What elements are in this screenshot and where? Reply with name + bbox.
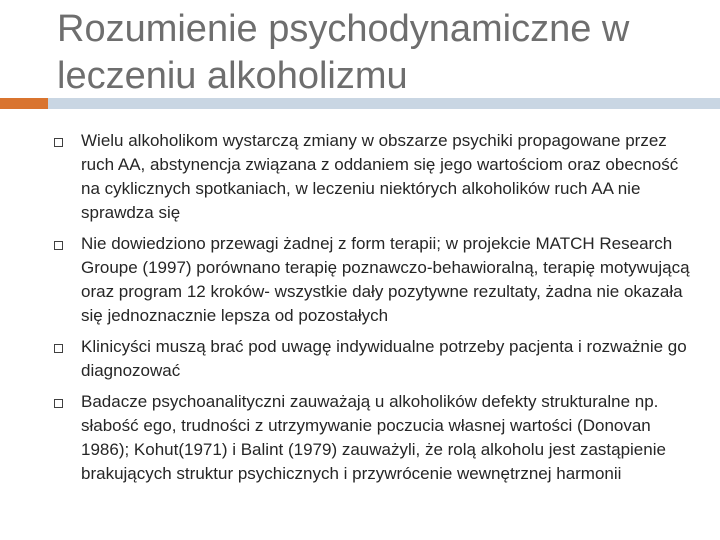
hollow-square-icon — [54, 241, 63, 250]
title-accent-bar — [0, 98, 48, 109]
bullet-text: Badacze psychoanalityczni zauważają u alkoholików defekty strukturalne np. słabość ego, trudności z utrzymywanie poczucia własnej wartości (Donovan 1986); Kohut(1971) i Balint (1979) zauważyli, że rolą alkoholu jest zastąpienie brakujących struktur psychicznych i przywrócenie wewnętrznej harmonii — [81, 392, 666, 483]
bullet-item — [50, 129, 690, 225]
bullet-text: Wielu alkoholikom wystarczą zmiany w obszarze psychiki propagowane przez ruch AA, abstynencja związana z oddaniem się jego wartościom oraz obecność na cyklicznych spotkaniach, w leczeniu niektórych alkoholików ruch AA nie sprawdza się — [81, 131, 679, 222]
bullet-item — [50, 390, 690, 486]
bullet-text: Nie dowiedziono przewagi żadnej z form terapii; w projekcie MATCH Research Groupe (1997) porównano terapię poznawczo-behawioralną, terapię motywującą oraz program 12 kroków- wszystkie dały pozytywne rezultaty, żadna nie okazała się jednoznacznie lepsza od pozostałych — [81, 234, 690, 325]
slide-title: Rozumienie psychodynamiczne w leczeniu alkoholizmu — [57, 8, 630, 97]
bullet-item — [50, 232, 690, 328]
title-divider-line — [48, 98, 720, 109]
hollow-square-icon — [54, 138, 63, 147]
hollow-square-icon — [54, 344, 63, 353]
bullet-item — [50, 335, 690, 383]
bullet-list — [50, 129, 690, 493]
hollow-square-icon — [54, 399, 63, 408]
bullet-text: Klinicyści muszą brać pod uwagę indywidualne potrzeby pacjenta i rozważnie go diagnozować — [81, 337, 687, 380]
